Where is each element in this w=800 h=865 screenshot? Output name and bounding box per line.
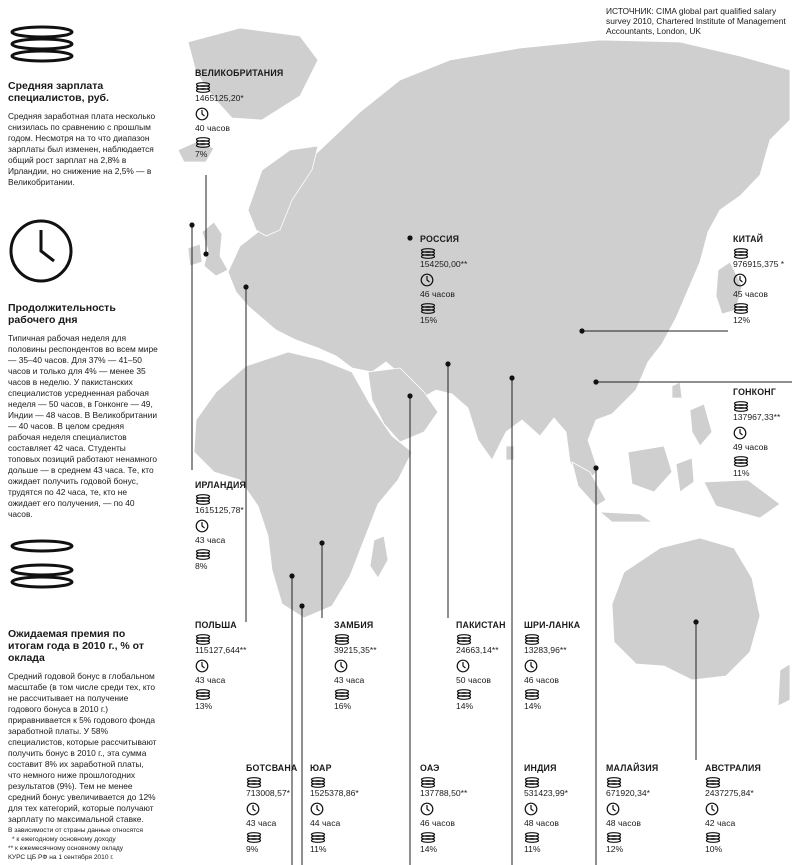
dot-zambia xyxy=(319,540,324,545)
bonus-coin-icon xyxy=(195,689,285,700)
bonus-coin-icon xyxy=(195,549,285,560)
salary-coin-icon xyxy=(524,777,614,788)
coin-stack-icon-double xyxy=(8,538,76,598)
country-bonus: 11% xyxy=(524,844,541,854)
salary-coin-icon xyxy=(195,82,285,93)
country-card xyxy=(420,763,510,855)
bonus-coin-icon xyxy=(195,137,285,148)
country-salary: 154250,00** xyxy=(420,259,468,269)
hours-clock-icon xyxy=(310,802,400,816)
salary-coin-icon xyxy=(195,634,285,645)
country-name: МАЛАЙЗИЯ xyxy=(606,763,659,773)
country-salary: 137788,50** xyxy=(420,788,468,798)
bonus-coin-icon xyxy=(310,832,400,843)
salary-coin-icon xyxy=(420,248,510,259)
country-bonus: 14% xyxy=(524,701,542,711)
country-name: ГОНКОНГ xyxy=(733,387,777,397)
country-hours: 43 часа xyxy=(195,535,226,545)
bonus-heading: Ожидаемая премия по итогам года в 2010 г., % от оклада xyxy=(8,628,144,664)
dot-russia xyxy=(407,235,412,240)
footnote-intro: В зависимости от страны данные относятся xyxy=(8,827,143,834)
country-bonus: 11% xyxy=(733,468,750,478)
country-salary: 13283,96** xyxy=(524,645,567,655)
country-bonus: 12% xyxy=(733,315,751,325)
country-salary: 531423,99* xyxy=(524,788,568,798)
dot-china xyxy=(579,328,584,333)
footnotes xyxy=(8,826,168,862)
country-hours: 50 часов xyxy=(456,675,491,685)
clock-icon xyxy=(8,218,74,284)
bonus-coin-icon xyxy=(733,303,800,314)
country-hours: 44 часа xyxy=(310,818,341,828)
country-bonus: 9% xyxy=(246,844,259,854)
bonus-coin-icon xyxy=(606,832,696,843)
country-card xyxy=(334,620,424,712)
hours-clock-icon xyxy=(606,802,696,816)
country-hours: 49 часов xyxy=(733,442,768,452)
country-card xyxy=(195,480,285,572)
country-bonus: 10% xyxy=(705,844,723,854)
hours-clock-icon xyxy=(524,659,614,673)
hours-clock-icon xyxy=(334,659,424,673)
salary-text: Средняя заработная плата несколько снизилась по сравнению с прошлым годом. Несмотря на то что диапазон зарплаты был изменен, наблюдается общий рост зарплат на 2,8% в Ирландии, но снижение на 2,5% — в Великобритании. xyxy=(8,111,156,187)
salary-coin-icon xyxy=(524,634,614,645)
bonus-coin-icon xyxy=(705,832,795,843)
dot-ireland xyxy=(189,222,194,227)
country-hours: 46 часов xyxy=(524,675,559,685)
country-name: ПАКИСТАН xyxy=(456,620,506,630)
country-card xyxy=(705,763,795,855)
bonus-coin-icon xyxy=(733,456,800,467)
bonus-coin-icon xyxy=(524,832,614,843)
country-name: ВЕЛИКОБРИТАНИЯ xyxy=(195,68,284,78)
salary-coin-icon xyxy=(195,494,285,505)
country-hours: 48 часов xyxy=(524,818,559,828)
country-salary: 1525378,86* xyxy=(310,788,359,798)
country-salary: 115127,644** xyxy=(195,645,247,655)
country-salary: 976915,375 * xyxy=(733,259,785,269)
hours-clock-icon xyxy=(733,273,800,287)
dot-sa xyxy=(299,603,304,608)
country-bonus: 14% xyxy=(420,844,438,854)
country-card xyxy=(195,68,285,160)
dot-srilanka xyxy=(509,375,514,380)
country-bonus: 7% xyxy=(195,149,208,159)
salary-coin-icon xyxy=(420,777,510,788)
country-salary: 2437275,84* xyxy=(705,788,754,798)
country-card xyxy=(420,234,510,326)
bonus-coin-icon xyxy=(524,689,614,700)
country-name: ИРЛАНДИЯ xyxy=(195,480,247,490)
country-name: ОАЭ xyxy=(420,763,440,773)
dot-pakistan xyxy=(445,361,450,366)
country-salary: 1465125,20* xyxy=(195,93,244,103)
dot-australia xyxy=(693,619,698,624)
country-card xyxy=(524,620,614,712)
dot-poland xyxy=(243,284,248,289)
salary-coin-icon xyxy=(310,777,400,788)
country-name: БОТСВАНА xyxy=(246,763,298,773)
hours-text: Типичная рабочая неделя для половины респондентов во всем мире — 35–40 часов. Для 37% — 41–50 часов и только для 4% — менее 35 часов в неделю. У пакистанских специалистов усредненная рабочая неделя — 50 часов, в Гонконге — 49, Индии — 48 часов. В Великобритании — 40 часов. В целом средняя рабочая неделя специалистов составляет 42 часа. Студенты топовых позиций работают ненамного дольше — в среднем 43 часа. Те, кто ожидает получить годовой бонус, трудятся по 42 часа, те, кто не ожидает его получения, — по 40 часов. xyxy=(8,333,158,519)
country-card xyxy=(733,387,800,479)
country-hours: 46 часов xyxy=(420,818,455,828)
hours-clock-icon xyxy=(420,802,510,816)
bonus-coin-icon xyxy=(334,689,424,700)
dot-botswana xyxy=(289,573,294,578)
country-name: ЮАР xyxy=(310,763,332,773)
dot-uae xyxy=(407,393,412,398)
hours-heading: Продолжительность рабочего дня xyxy=(8,302,116,326)
dot-hk xyxy=(593,379,598,384)
country-hours: 48 часов xyxy=(606,818,641,828)
country-name: ИНДИЯ xyxy=(524,763,557,773)
hours-clock-icon xyxy=(705,802,795,816)
bonus-coin-icon xyxy=(420,303,510,314)
dot-malaysia xyxy=(593,465,598,470)
country-hours: 43 часа xyxy=(246,818,277,828)
hours-clock-icon xyxy=(195,659,285,673)
country-card xyxy=(524,763,614,855)
bonus-text: Средний годовой бонус в глобальном масштабе (в том числе среди тех, кто не рассчитывает на получение годового бонуса в 2010 г.) приравнивается к 5% годового фонда заработной платы. У 58% специалистов, которые рассчитывают получить бонус в 2010 г., эта сумма составит 8% их заработной платы, что немного ниже прошлогодних результатов (9%). Тем не менее средний бонус увеличивается до 12% для тех категорий, которые получают зарплату по максимальной ставке. xyxy=(8,671,157,824)
country-salary: 1615125,78* xyxy=(195,505,244,515)
country-name: КИТАЙ xyxy=(733,234,764,244)
country-card xyxy=(606,763,696,855)
dot-uk xyxy=(203,251,208,256)
country-bonus: 16% xyxy=(334,701,352,711)
country-name: ПОЛЬША xyxy=(195,620,237,630)
country-bonus: 14% xyxy=(456,701,474,711)
country-salary: 39215,35** xyxy=(334,645,377,655)
country-hours: 40 часов xyxy=(195,123,230,133)
country-name: ШРИ-ЛАНКА xyxy=(524,620,581,630)
hours-clock-icon xyxy=(733,426,800,440)
salary-coin-icon xyxy=(733,248,800,259)
country-salary: 713008,57* xyxy=(246,788,290,798)
country-hours: 43 часа xyxy=(334,675,365,685)
footnote-monthly: ** к ежемесячному основному окладу xyxy=(8,845,124,852)
country-hours: 45 часов xyxy=(733,289,768,299)
country-bonus: 8% xyxy=(195,561,208,571)
country-hours: 46 часов xyxy=(420,289,455,299)
salary-coin-icon xyxy=(606,777,696,788)
salary-coin-icon xyxy=(705,777,795,788)
hours-clock-icon xyxy=(524,802,614,816)
country-bonus: 13% xyxy=(195,701,213,711)
country-card xyxy=(195,620,285,712)
country-card xyxy=(733,234,800,326)
hours-clock-icon xyxy=(420,273,510,287)
footnote-annual: * к ежегодному основному доходу xyxy=(12,836,116,843)
country-salary: 137967,33** xyxy=(733,412,781,422)
country-bonus: 11% xyxy=(310,844,327,854)
salary-coin-icon xyxy=(733,401,800,412)
country-bonus: 12% xyxy=(606,844,624,854)
hours-clock-icon xyxy=(195,107,285,121)
country-name: АВСТРАЛИЯ xyxy=(705,763,762,773)
salary-coin-icon xyxy=(334,634,424,645)
country-bonus: 15% xyxy=(420,315,438,325)
country-card xyxy=(310,763,400,855)
source-note: ИСТОЧНИК: CIMA global part qualified salary survey 2010, Chartered Institute of Management Accountants, London, UK xyxy=(606,6,786,36)
country-hours: 43 часа xyxy=(195,675,226,685)
bonus-coin-icon xyxy=(420,832,510,843)
country-salary: 24663,14** xyxy=(456,645,499,655)
country-name: ЗАМБИЯ xyxy=(334,620,374,630)
country-hours: 42 часа xyxy=(705,818,736,828)
country-salary: 671920,34* xyxy=(606,788,650,798)
coin-stack-icon xyxy=(8,24,76,64)
country-name: РОССИЯ xyxy=(420,234,460,244)
hours-clock-icon xyxy=(195,519,285,533)
salary-heading: Средняя зарплата специалистов, руб. xyxy=(8,80,109,104)
footnote-rate: КУРС ЦБ РФ на 1 сентября 2010 г. xyxy=(8,854,114,861)
